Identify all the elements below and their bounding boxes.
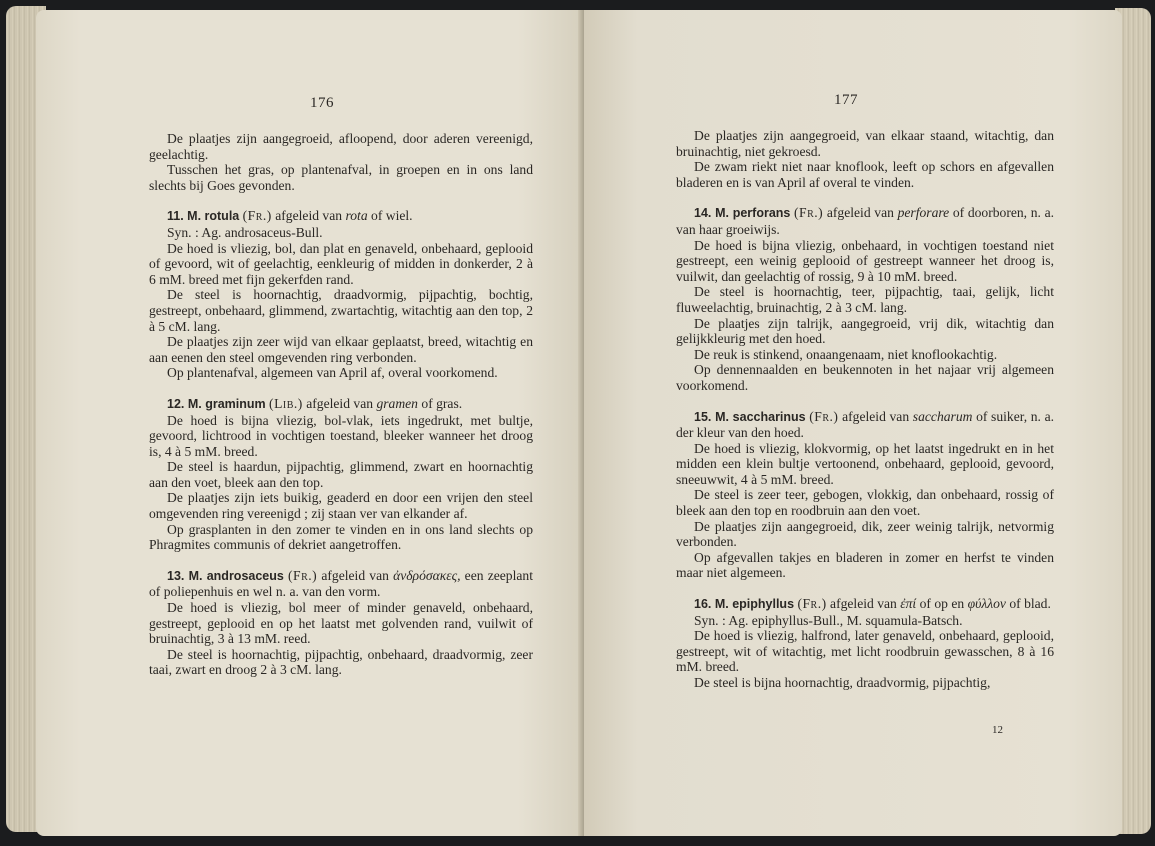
left-page	[36, 10, 584, 836]
paragraph: Tusschen het gras, op plantenafval, in groepen en in ons land slechts bij Goes gevonden.	[149, 162, 533, 193]
derivation-text: afgeleid van	[826, 205, 894, 221]
page-number: 176	[310, 95, 334, 111]
paragraph: De steel is bijna hoornachtig, draadvormig, pijpachtig,	[694, 675, 991, 690]
paragraph: De plaatjes zijn talrijk, aangegroeid, vrij dik, witachtig dan gelijkkleurig met den hoed.	[676, 315, 1054, 347]
right-page	[584, 10, 1122, 836]
paragraph: De plaatjes zijn aangegroeid, dik, zeer weinig talrijk, netvormig verbonden.	[676, 518, 1054, 550]
author: (Fr.)	[288, 567, 318, 583]
signature-mark: 12	[992, 724, 1003, 736]
paragraph: De steel is hoornachtig, teer, pijpachtig, taai, gelijk, licht fluweelachtig, bruinachtig, 2 à 3 cM. lang.	[676, 284, 1054, 315]
meaning: of op en	[919, 596, 965, 612]
meaning: een zeeplant of poliepenhuis en wel n. a. van den vorm.	[149, 567, 533, 600]
paragraph: Op afgevallen takjes en bladeren in zomer en herfst te vinden maar niet algemeen.	[676, 549, 1054, 581]
entry-heading	[676, 409, 1054, 441]
meaning: of suiker, n. a. der kleur van den hoed.	[676, 408, 1055, 441]
paragraph: De plaatjes zijn aangegroeid, afloopend, door aderen vereenigd, geelachtig.	[149, 131, 533, 162]
etymology-word: saccharum	[912, 408, 973, 424]
author: (Fr.)	[794, 205, 824, 221]
meaning: of gras.	[421, 395, 463, 411]
entry-heading	[676, 596, 1054, 613]
etymology-word: φύλλον	[967, 596, 1006, 612]
species-name: 16. M. epiphyllus	[694, 597, 795, 612]
etymology-word: gramen	[376, 395, 418, 411]
paragraph: De hoed is vliezig, klokvormig, op het laatst ingedrukt en in het midden een klein bultje vertoonend, onbehaard, geplooid, gevoord, sneeuwwit, 4 à 5 mM. breed.	[676, 440, 1054, 487]
synonym: Syn. : Ag. androsaceus-Bull.	[167, 224, 323, 240]
paragraph: Op grasplanten in den zomer te vinden en in ons land slechts op Phragmites communis of dekriet aangetroffen.	[149, 521, 533, 553]
paragraph: De plaatjes zijn zeer wijd van elkaar geplaatst, breed, witachtig en aan eenen den steel omgevenden ring verbonden.	[149, 334, 533, 365]
paragraph: De steel is hoornachtig, draadvormig, pijpachtig, bochtig, gestreept, onbehaard, glimmend, zwartachtig, witachtig aan den top, 2 à 5 cM. lang.	[149, 287, 533, 334]
right-text-column	[676, 128, 1054, 691]
species-name: 14. M. perforans	[694, 206, 791, 221]
paragraph: De steel is hoornachtig, pijpachtig, onbehaard, draadvormig, zeer taai, zwart en droog 2 à 3 cM. lang.	[149, 646, 533, 678]
meaning: of blad.	[1009, 596, 1051, 612]
paragraph: Op dennennaalden en beukennoten in het najaar vrij algemeen voorkomend.	[676, 362, 1054, 393]
paragraph: De steel is haardun, pijpachtig, glimmend, zwart en hoornachtig aan den voet, bleek aan den top.	[149, 459, 533, 490]
derivation-text: afgeleid van	[306, 395, 374, 411]
etymology-word: ἀνδρόσακες,	[393, 567, 461, 583]
derivation-text: afgeleid van	[321, 567, 389, 583]
entry-heading	[149, 396, 533, 413]
paragraph: De plaatjes zijn iets buikig, geaderd en door een vrijen den steel omgevenden ring vereenigd ; zij staan ver van elkander af.	[149, 490, 533, 522]
paragraph: De hoed is vliezig, bol, dan plat en genaveld, onbehaard, geplooid of gevoord, wit of geelachtig, eenkleurig of midden in donkerder, 2 à 6 mM. breed met fijn gekerfden rand.	[149, 240, 533, 287]
paragraph: De zwam riekt niet naar knoflook, leeft op schors en afgevallen bladeren en is van April af overal te vinden.	[676, 159, 1054, 190]
derivation-text: afgeleid van	[830, 596, 897, 612]
paragraph: De hoed is bijna vliezig, onbehaard, in vochtigen toestand niet gestreept, een weinig geplooid of gestreept wanneer het droog is, vuilwit, dan geelachtig of rossig, 9 à 10 mM. breed.	[676, 237, 1054, 284]
paragraph: Op plantenafval, algemeen van April af, overal voorkomend.	[167, 365, 498, 381]
paragraph: De steel is zeer teer, gebogen, vlokkig, dan onbehaard, rossig of bleek aan den top en roodbruin aan den voet.	[676, 487, 1054, 519]
paragraph: De hoed is vliezig, bol meer of minder genaveld, onbehaard, gestreept, geplooid en op het laatst met golvenden rand, vuilwit of bruinachtig, 3 à 13 mM. reed.	[149, 600, 533, 647]
synonym: Syn. : Ag. epiphyllus-Bull., M. squamula-Batsch.	[694, 612, 963, 628]
species-name: 13. M. androsaceus	[167, 568, 284, 583]
etymology-word: rota	[345, 208, 368, 224]
species-name: 15. M. saccharinus	[694, 409, 806, 424]
derivation-text: afgeleid van	[275, 208, 343, 224]
paragraph: De reuk is stinkend, onaangenaam, niet knoflookachtig.	[694, 346, 998, 362]
species-name: 12. M. graminum	[167, 396, 266, 411]
entry-heading	[149, 568, 533, 600]
entry-heading	[676, 205, 1054, 237]
author: (Fr.)	[809, 408, 839, 424]
paragraph: De plaatjes zijn aangegroeid, van elkaar staand, witachtig, dan bruinachtig, niet gekroesd.	[676, 128, 1054, 159]
page-number: 177	[834, 92, 858, 108]
author: (Fr.)	[797, 596, 827, 612]
paragraph: De hoed is vliezig, halfrond, later genaveld, onbehaard, geplooid, gestreept, wit of witachtig, met licht roodbruin gewasschen, 8 à 16 mM. breed.	[676, 628, 1054, 675]
species-name: 11. M. rotula	[167, 209, 240, 224]
derivation-text: afgeleid van	[842, 408, 910, 424]
entry-heading	[149, 208, 533, 225]
left-text-column	[149, 131, 533, 678]
meaning: of doorboren, n. a. van haar groeiwijs.	[676, 205, 1054, 237]
etymology-word: perforare	[897, 205, 950, 221]
paragraph: De hoed is bijna vliezig, bol-vlak, iets ingedrukt, met bultje, gevoord, lichtrood in vochtigen toestand, bleeker wanneer het droog is, 4 à 5 mM. breed.	[149, 412, 533, 459]
author: (Lib.)	[269, 395, 303, 411]
meaning: of wiel.	[371, 208, 413, 224]
author: (Fr.)	[242, 208, 272, 224]
etymology-word: ἐπί	[900, 596, 917, 612]
